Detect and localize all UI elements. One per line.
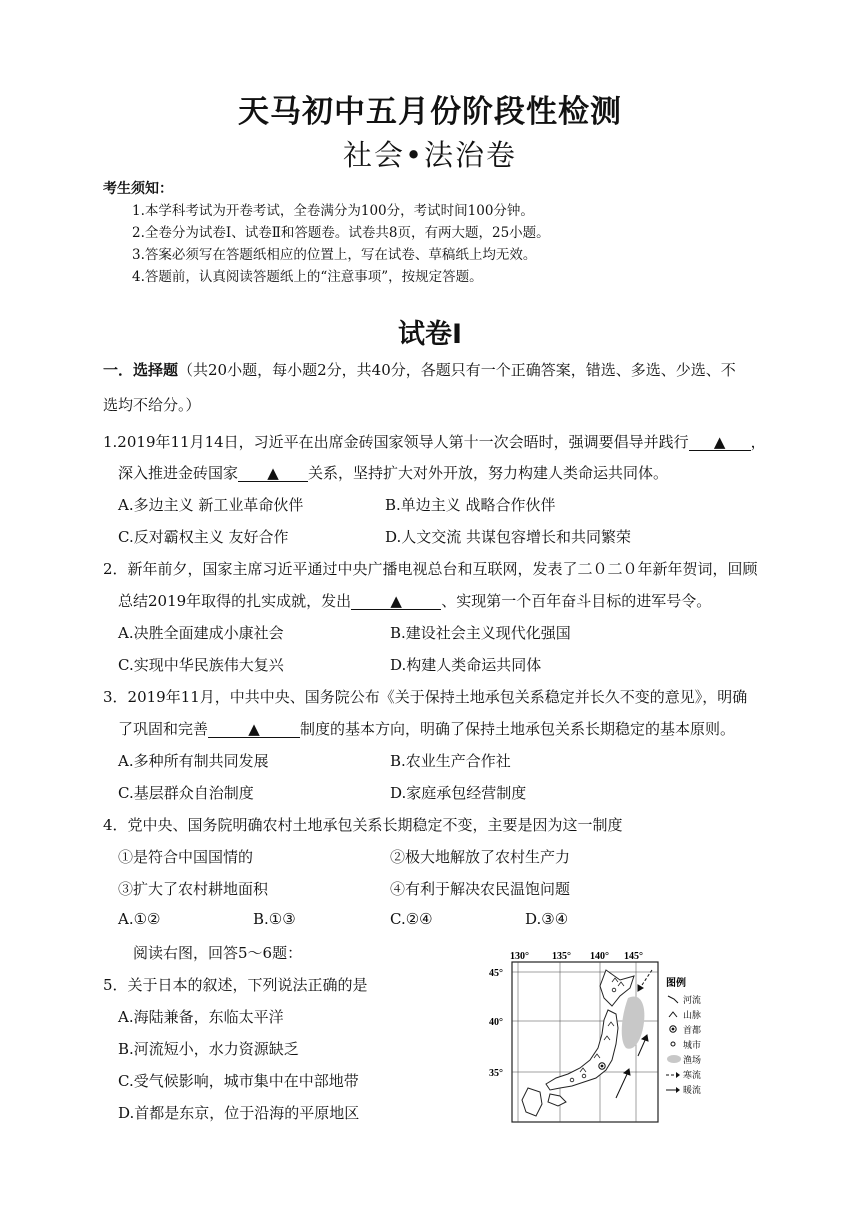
- question-5-stem: 5．关于日本的叙述，下列说法正确的是: [103, 976, 368, 994]
- question-3-stem: 3．2019年11月，中共中央、国务院公布《关于保持土地承包关系稳定并长久不变的意见》，明确: [103, 688, 748, 706]
- question-3-option-a: A.多种所有制共同发展: [118, 752, 269, 770]
- legend-title: 图例: [666, 978, 686, 989]
- notice-item: 1.本学科考试为开卷考试，全卷满分为100分，考试时间100分钟。: [132, 203, 534, 219]
- japan-islands: [522, 970, 634, 1116]
- question-1-option-b: B.单边主义 战略合作伙伴: [385, 496, 556, 514]
- japan-map: [488, 948, 728, 1128]
- question-1-option-c: C.反对霸权主义 友好合作: [118, 528, 289, 546]
- paper-title: 试卷Ⅰ: [397, 319, 463, 350]
- legend-items: [666, 994, 701, 1096]
- lat-label: 40°: [489, 1017, 503, 1028]
- fishing-ground-icon: [667, 1055, 681, 1063]
- answer-blank: ▲: [351, 593, 441, 610]
- section-head: 一．选择题: [103, 361, 179, 379]
- notice-item: 2.全卷分为试卷Ⅰ、试卷Ⅱ和答题卷。试卷共8页，有两大题，25小题。: [132, 225, 550, 241]
- question-5-option-b: B.河流短小，水力资源缺乏: [118, 1040, 299, 1058]
- stem-text: ，: [750, 433, 766, 451]
- exam-title: 天马初中五月份阶段性检测: [238, 94, 622, 130]
- notice-item: 4.答题前，认真阅读答题纸上的“注意事项”，按规定答题。: [132, 269, 483, 285]
- lon-label: 130°: [510, 951, 529, 962]
- lon-label: 135°: [552, 951, 571, 962]
- question-4-option-d: D.③④: [525, 910, 569, 928]
- question-1-option-a: A.多边主义 新工业革命伙伴: [118, 496, 304, 514]
- section-header: [103, 359, 736, 380]
- warm-current-arrowhead: [676, 1087, 680, 1093]
- section-desc-cont: 选均不给分。）: [103, 396, 201, 414]
- legend-label: 城市: [683, 1041, 702, 1051]
- capital-legend-dot: [672, 1028, 675, 1031]
- question-4-statement-3: ③扩大了农村耕地面积: [118, 880, 269, 898]
- question-2-option-a: A.决胜全面建成小康社会: [118, 624, 284, 642]
- notice-item: 3.答案必须写在答题纸相应的位置上，写在试卷、草稿纸上均无效。: [132, 247, 537, 263]
- notice-heading: 考生须知：: [103, 181, 173, 197]
- lon-label: 140°: [590, 951, 609, 962]
- legend-label: 河流: [683, 996, 702, 1006]
- exam-subtitle: 社会•法治卷: [342, 138, 518, 172]
- question-3-stem-cont: [118, 718, 735, 739]
- question-4-option-c: C.②④: [390, 910, 433, 928]
- question-4-option-b: B.①③: [253, 910, 296, 928]
- legend-label: 寒流: [683, 1071, 702, 1081]
- question-5-option-c: C.受气候影响，城市集中在中部地带: [118, 1072, 359, 1090]
- question-5-option-a: A.海陆兼备，东临太平洋: [118, 1008, 284, 1026]
- question-3-option-b: B.农业生产合作社: [390, 752, 511, 770]
- stem-text: 深入推进金砖国家: [118, 464, 239, 482]
- question-4-statement-2: ②极大地解放了农村生产力: [390, 848, 571, 866]
- fishing-ground: [622, 996, 645, 1048]
- question-3-option-d: D.家庭承包经营制度: [390, 784, 527, 802]
- question-5-option-d: D.首都是东京，位于沿海的平原地区: [118, 1104, 360, 1122]
- question-4-statement-1: ①是符合中国国情的: [118, 848, 254, 866]
- question-2-option-c: C.实现中华民族伟大复兴: [118, 656, 284, 674]
- question-1-stem-cont: [118, 462, 668, 483]
- question-1-stem: [103, 431, 766, 452]
- stem-text: 制度的基本方向，明确了保持土地承包关系长期稳定的基本原则。: [300, 720, 736, 738]
- stem-text: 、实现第一个百年奋斗目标的进军号令。: [441, 592, 712, 610]
- section-desc: （共20小题，每小题2分，共40分，各题只有一个正确答案，错选、多选、少选、不: [178, 361, 736, 379]
- answer-blank: ▲: [238, 465, 308, 482]
- question-4-option-a: A.①②: [118, 910, 161, 928]
- answer-blank: ▲: [208, 721, 300, 738]
- stem-text: 关系，坚持扩大对外开放，努力构建人类命运共同体。: [308, 464, 669, 482]
- question-3-option-c: C.基层群众自治制度: [118, 784, 254, 802]
- read-map-instruction: 阅读右图，回答5～6题：: [133, 944, 303, 962]
- question-2-stem-cont: [118, 590, 711, 611]
- mountain-icon: [669, 1012, 677, 1017]
- river-icon: [668, 996, 678, 1003]
- question-2-stem: 2．新年前夕，国家主席习近平通过中央广播电视总台和互联网，发表了二０二０年新年贺词，回顾: [103, 560, 758, 578]
- stem-text: 了巩固和完善: [118, 720, 209, 738]
- question-4-statement-4: ④有利于解决农民温饱问题: [390, 880, 571, 898]
- question-2-option-b: B.建设社会主义现代化强国: [390, 624, 571, 642]
- question-4-stem: 4．党中央、国务院明确农村土地承包关系长期稳定不变，主要是因为这一制度: [103, 816, 623, 834]
- stem-text: 总结2019年取得的扎实成就，发出: [118, 592, 352, 610]
- legend-label: 首都: [683, 1026, 702, 1036]
- lon-label: 145°: [624, 951, 643, 962]
- legend-label: 渔场: [683, 1056, 702, 1066]
- cold-current-arrowhead: [676, 1072, 680, 1078]
- stem-text: 1.2019年11月14日，习近平在出席金砖国家领导人第十一次会晤时，强调要倡导并践行: [103, 433, 689, 451]
- legend-label: 山脉: [683, 1011, 702, 1021]
- question-1-option-d: D.人文交流 共谋包容增长和共同繁荣: [385, 528, 632, 546]
- legend-label: 暖流: [683, 1086, 702, 1096]
- lat-label: 35°: [489, 1068, 503, 1079]
- question-2-option-d: D.构建人类命运共同体: [390, 656, 542, 674]
- lat-label: 45°: [489, 968, 503, 979]
- capital-dot: [601, 1065, 604, 1068]
- city-legend-icon: [671, 1042, 675, 1046]
- answer-blank: ▲: [689, 434, 751, 451]
